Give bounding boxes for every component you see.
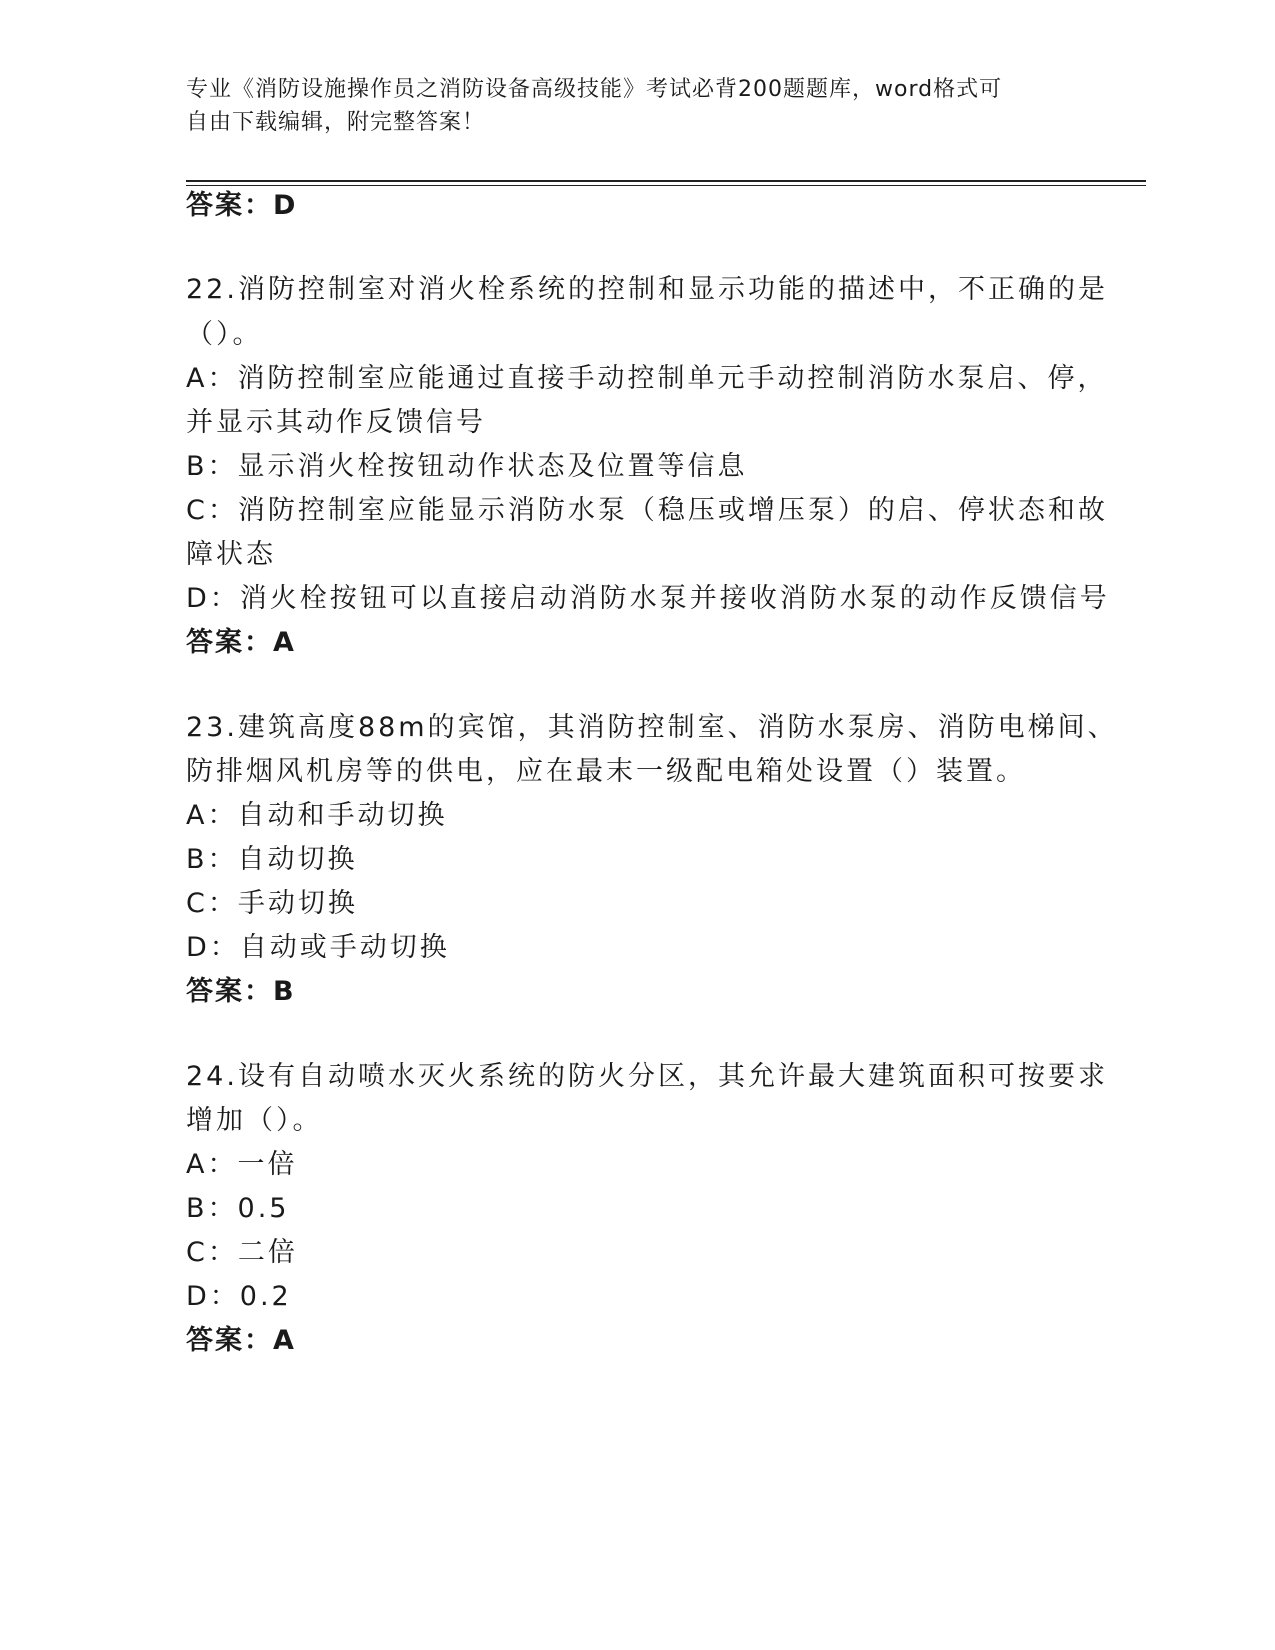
q24-option-a: A：一倍 (186, 1149, 298, 1180)
q22-option-a-line-1: A：消防控制室应能通过直接手动控制单元手动控制消防水泵启、停， (186, 363, 1108, 394)
header-rule-thin (186, 185, 1146, 186)
q22-answer: 答案：A (186, 627, 296, 658)
q22-option-b: B：显示消火栓按钮动作状态及位置等信息 (186, 451, 748, 482)
q23-answer: 答案：B (186, 976, 296, 1007)
q22-option-d: D：消火栓按钮可以直接启动消防水泵并接收消防水泵的动作反馈信号 (186, 583, 1110, 614)
q22-stem-line-1: 22.消防控制室对消火栓系统的控制和显示功能的描述中，不正确的是 (186, 274, 1108, 305)
header-line-2: 自由下载编辑，附完整答案！ (186, 110, 486, 135)
header-rule-thick (186, 180, 1146, 182)
q24-option-b: B：0.5 (186, 1193, 290, 1224)
q24-option-d: D：0.2 (186, 1281, 292, 1312)
document-header (186, 73, 1066, 139)
q24-answer: 答案：A (186, 1325, 296, 1356)
q22-option-a-line-2: 并显示其动作反馈信号 (186, 407, 486, 438)
q22-option-c-line-2: 障状态 (186, 539, 276, 570)
q23-stem-line-1: 23.建筑高度88m的宾馆，其消防控制室、消防水泵房、消防电梯间、 (186, 712, 1118, 743)
answer-previous: 答案：D (186, 190, 298, 221)
q23-option-a: A：自动和手动切换 (186, 800, 448, 831)
header-line-1: 专业《消防设施操作员之消防设备高级技能》考试必背200题题库，word格式可 (186, 77, 1003, 102)
q23-option-b: B：自动切换 (186, 844, 358, 875)
q23-option-d: D：自动或手动切换 (186, 932, 450, 963)
q22-stem-line-2: （）。 (186, 319, 263, 350)
q24-option-c: C：二倍 (186, 1237, 298, 1268)
q23-option-c: C：手动切换 (186, 888, 358, 919)
q24-stem-line-1: 24.设有自动喷水灭火系统的防火分区，其允许最大建筑面积可按要求 (186, 1061, 1108, 1092)
q23-stem-line-2: 防排烟风机房等的供电，应在最末一级配电箱处设置（）装置。 (186, 756, 1026, 787)
q24-stem-line-2: 增加（）。 (186, 1105, 323, 1136)
q22-option-c-line-1: C：消防控制室应能显示消防水泵（稳压或增压泵）的启、停状态和故 (186, 495, 1108, 526)
